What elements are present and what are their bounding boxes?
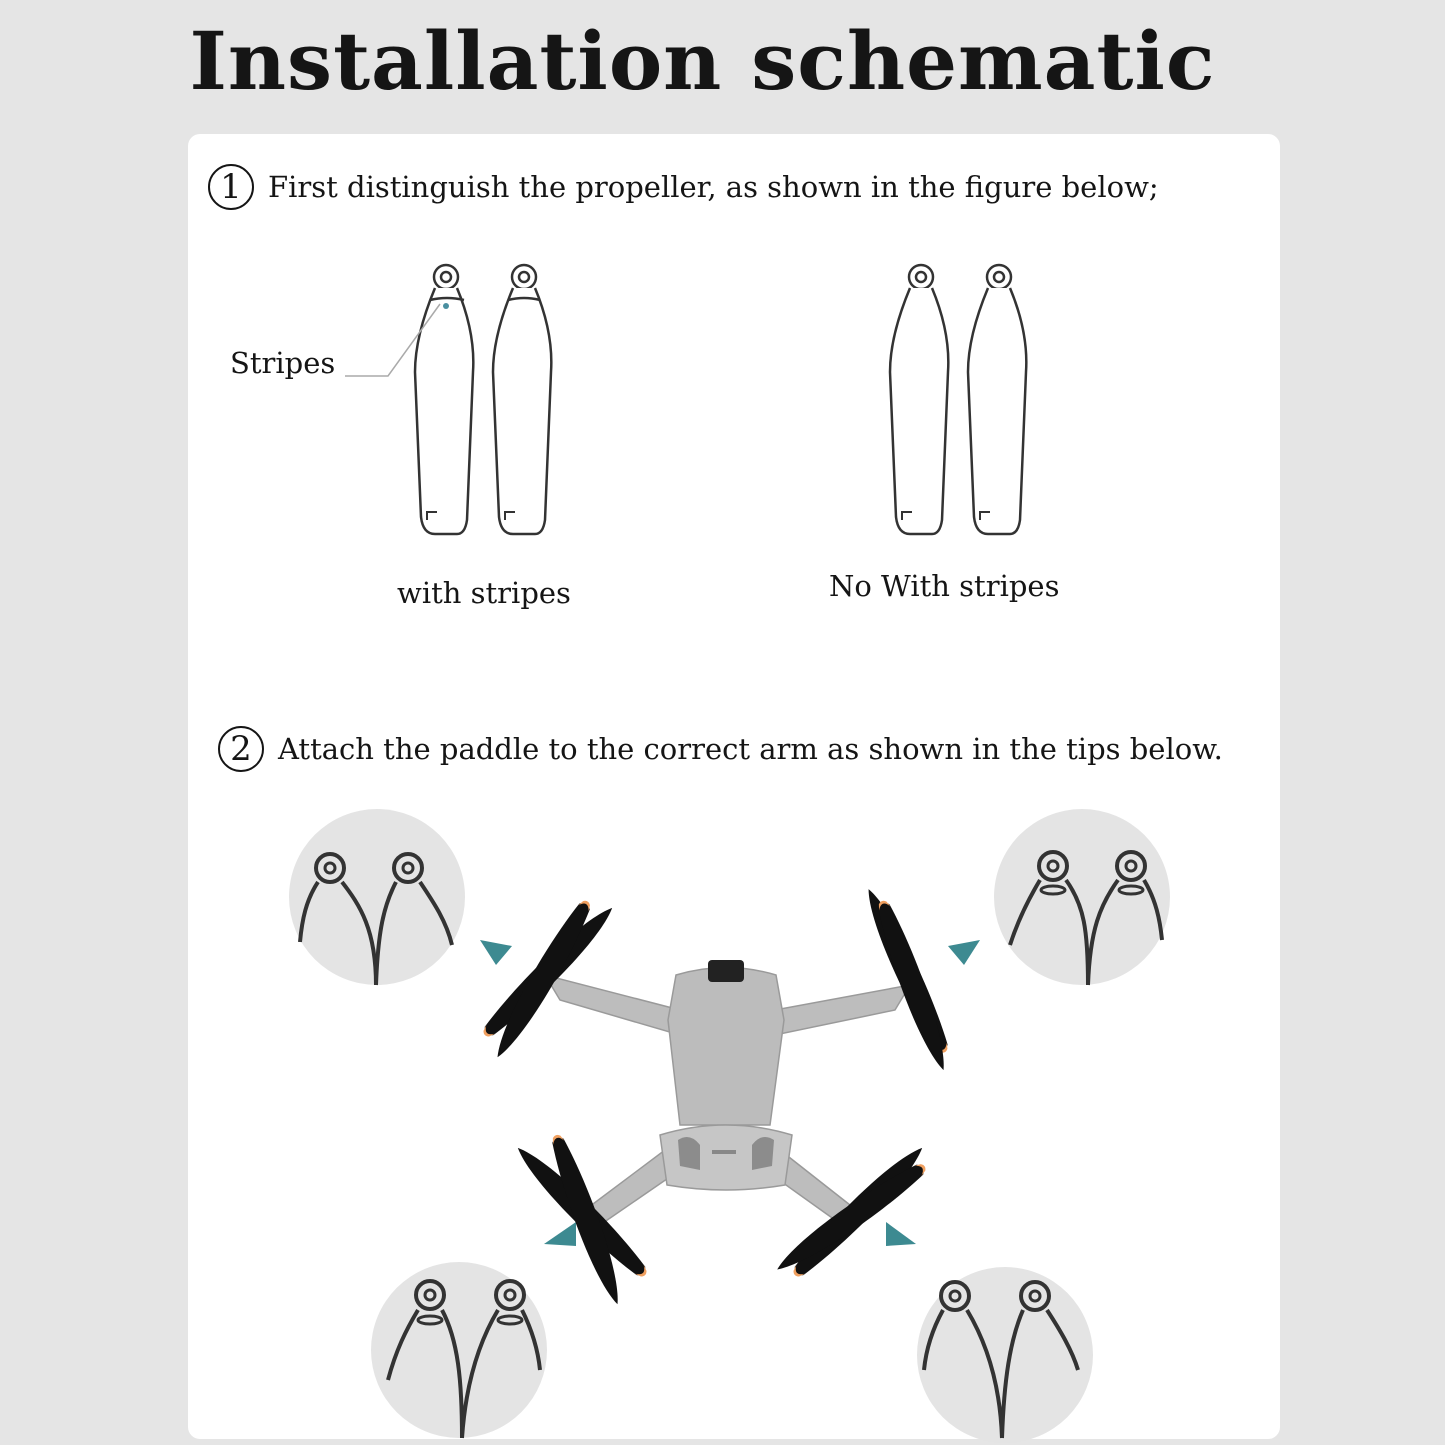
arrow-top-left: [480, 940, 512, 965]
propeller-no-stripes-b: [968, 265, 1026, 534]
propeller-with-stripes-b: [493, 265, 551, 534]
detail-circle-top-right: [994, 809, 1170, 985]
arrow-bottom-left: [544, 1222, 576, 1246]
step-1-number: 1: [208, 164, 254, 210]
detail-circle-bottom-right: [917, 1267, 1093, 1443]
step-2-text: Attach the paddle to the correct arm as shown in the tips below.: [278, 732, 1223, 766]
arrow-bottom-right: [886, 1222, 916, 1246]
step-1-text: First distinguish the propeller, as shown in the figure below;: [268, 170, 1159, 204]
page-title: Installation schematic: [189, 14, 1216, 108]
stripe-dot: [443, 303, 449, 309]
drone-illustration: [477, 884, 955, 1308]
propeller-with-stripes-a: [415, 265, 473, 534]
propeller-no-stripes-a: [890, 265, 948, 534]
detail-circle-top-left: [289, 809, 465, 985]
no-stripes-caption: No With stripes: [829, 569, 1060, 603]
step-2-number: 2: [218, 726, 264, 772]
arrow-top-right: [948, 940, 980, 965]
with-stripes-caption: with stripes: [397, 576, 571, 610]
detail-circle-bottom-left: [371, 1262, 547, 1438]
stripes-callout-label: Stripes: [230, 346, 336, 380]
